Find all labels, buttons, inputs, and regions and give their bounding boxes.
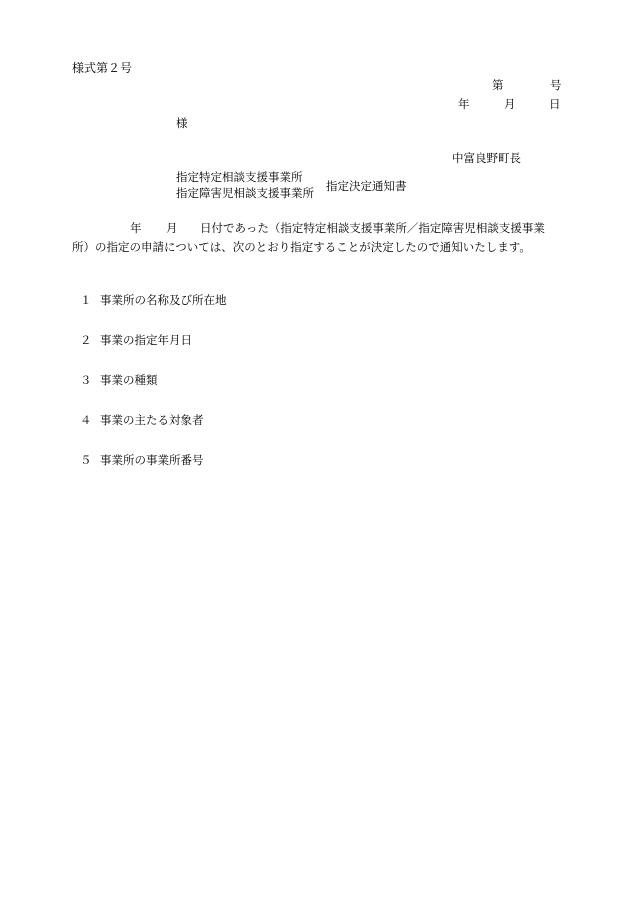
list-item bbox=[80, 453, 204, 467]
facility-type-disabled-child-consultation: 指定障害児相談支援事業所 bbox=[176, 186, 314, 200]
body-paragraph-line-2: 所）の指定の申請については、次のとおり指定することが決定したので通知いたします。 bbox=[72, 240, 531, 254]
list-item bbox=[80, 373, 158, 387]
issue-date-day: 日 bbox=[549, 97, 561, 111]
list-item bbox=[80, 333, 192, 347]
document-number-prefix: 第 bbox=[492, 78, 504, 92]
item-label: 事業所の事業所番号 bbox=[100, 453, 204, 467]
item-label: 事業の指定年月日 bbox=[100, 333, 192, 347]
body-month: 月 bbox=[166, 221, 178, 235]
list-item bbox=[80, 413, 204, 427]
body-day-clause: 日付であった（指定特定相談支援事業所／指定障害児相談支援事業 bbox=[200, 221, 545, 235]
body-year: 年 bbox=[130, 221, 142, 235]
item-label: 事業所の名称及び所在地 bbox=[100, 293, 227, 307]
issuer-name: 中富良野町長 bbox=[452, 151, 521, 165]
item-label: 事業の主たる対象者 bbox=[100, 413, 204, 427]
form-number-label: 様式第２号 bbox=[72, 61, 133, 75]
item-label: 事業の種類 bbox=[100, 373, 158, 387]
facility-type-specified-consultation: 指定特定相談支援事業所 bbox=[176, 170, 303, 184]
document-number-suffix: 号 bbox=[550, 78, 562, 92]
item-number: ３ bbox=[80, 373, 92, 387]
item-number: ４ bbox=[80, 413, 92, 427]
issue-date-year: 年 bbox=[458, 97, 470, 111]
item-number: １ bbox=[80, 293, 92, 307]
item-number: ２ bbox=[80, 333, 92, 347]
list-item bbox=[80, 293, 227, 307]
notice-title: 指定決定通知書 bbox=[326, 179, 407, 193]
issue-date-month: 月 bbox=[504, 97, 516, 111]
recipient-honorific: 様 bbox=[176, 116, 188, 130]
item-number: ５ bbox=[80, 453, 92, 467]
